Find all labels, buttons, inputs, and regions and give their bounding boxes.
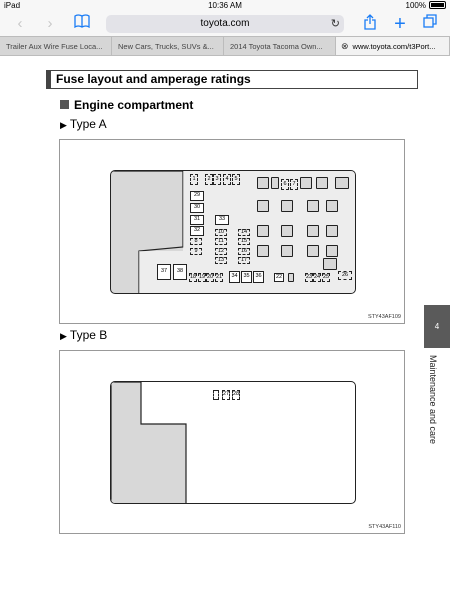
- fuse-18: 18: [189, 273, 197, 282]
- fuse-6: 6: [281, 179, 289, 190]
- fuse-4: 4: [223, 174, 231, 185]
- fuse-38: 38: [173, 264, 187, 280]
- tab-label: Trailer Aux Wire Fuse Loca...: [6, 42, 103, 51]
- type-b-heading: ▶ Type B: [60, 328, 108, 342]
- relay: [316, 177, 328, 189]
- relay: [257, 200, 269, 212]
- clock: 10:36 AM: [208, 1, 242, 10]
- tab-toyota-pdf[interactable]: [336, 37, 450, 55]
- fuse-9: 9: [190, 248, 202, 255]
- relay: [257, 177, 269, 189]
- relay: [307, 245, 319, 257]
- chapter-tab[interactable]: 4: [424, 305, 450, 348]
- relay: [326, 200, 338, 212]
- chapter-label: Maintenance and care: [428, 355, 438, 445]
- tab-label: 2014 Toyota Tacoma Own...: [230, 42, 323, 51]
- section-title: Fuse layout and amperage ratings: [56, 72, 251, 86]
- tabs-icon: [423, 14, 437, 28]
- tab-label: New Cars, Trucks, SUVs &...: [118, 42, 214, 51]
- relay: [271, 177, 279, 189]
- relay: [281, 245, 293, 257]
- browser-toolbar: [0, 12, 450, 36]
- diagram-code: STY43AF110: [368, 524, 401, 530]
- device-label: iPad: [4, 1, 21, 10]
- fuse-10: 10: [215, 229, 227, 236]
- fuse-31: 31: [190, 215, 204, 225]
- fuse-16: 16: [238, 248, 250, 255]
- fuse-35: 35: [241, 271, 252, 283]
- fuse-24: 24: [313, 273, 321, 282]
- relay: [335, 177, 349, 189]
- tab-new-cars[interactable]: [112, 37, 224, 55]
- relay: [323, 258, 337, 270]
- fuse-21: 21: [215, 273, 223, 282]
- back-button[interactable]: ‹: [17, 15, 23, 32]
- fuse-2: 2: [205, 174, 213, 185]
- fuse-34: 34: [229, 271, 240, 283]
- triangle-bullet-icon: ▶: [60, 120, 67, 130]
- fuse-11: 11: [215, 238, 227, 245]
- fuse-29: 29: [190, 191, 204, 201]
- square-bullet-icon: [60, 100, 69, 109]
- forward-button[interactable]: ›: [47, 15, 53, 32]
- type-a-diagram: [59, 139, 405, 324]
- reload-button[interactable]: ↻: [330, 18, 340, 30]
- fuse-26: 26: [338, 271, 352, 280]
- type-a-heading: ▶ Type A: [60, 117, 107, 131]
- section-bar: [46, 71, 51, 89]
- share-icon: [364, 14, 376, 30]
- fuse-20: 20: [206, 273, 214, 282]
- relay: [326, 225, 338, 237]
- share-button[interactable]: [360, 14, 380, 34]
- relay: [326, 245, 338, 257]
- fuse-25: 25: [322, 273, 330, 282]
- fuse-30: 30: [190, 203, 204, 213]
- section-header: [46, 70, 418, 89]
- fuse-37: 37: [157, 264, 171, 280]
- tab-label: www.toyota.com/t3Port...: [352, 42, 436, 51]
- fuse-23: 23: [305, 273, 313, 282]
- close-tab-icon[interactable]: ⊗: [341, 41, 349, 51]
- show-tabs-button[interactable]: [420, 14, 440, 34]
- book-icon: [74, 14, 90, 28]
- fuse-5: 5: [232, 174, 240, 185]
- relay: [281, 200, 293, 212]
- relay: [257, 245, 269, 257]
- diagram-code: STY43AF109: [367, 314, 401, 320]
- fuse-7: 7: [290, 179, 298, 190]
- relay: [300, 177, 312, 189]
- relay: [213, 390, 219, 400]
- relay: [307, 225, 319, 237]
- relay: [288, 273, 294, 282]
- fuse-13: 13: [215, 257, 227, 264]
- address-bar[interactable]: [106, 15, 344, 33]
- battery-percent: 100%: [405, 1, 426, 10]
- status-bar: [0, 0, 450, 12]
- battery-icon: [429, 1, 446, 9]
- tab-strip: [0, 36, 450, 56]
- fuse-27: 27: [222, 390, 230, 400]
- housing-outline: [111, 382, 356, 504]
- triangle-bullet-icon: ▶: [60, 331, 67, 341]
- fuse-28: 28: [232, 390, 240, 400]
- relay: [257, 225, 269, 237]
- fuse-33: 33: [215, 215, 229, 225]
- fuse-19: 19: [198, 273, 206, 282]
- fuse-17: 17: [238, 257, 250, 264]
- fuse-8: 8: [190, 238, 202, 245]
- new-tab-button[interactable]: +: [394, 13, 406, 35]
- fuse-22: 22: [274, 273, 284, 282]
- url-text: toyota.com: [200, 18, 250, 29]
- tab-tacoma-owners[interactable]: [224, 37, 336, 55]
- fuse-32: 32: [190, 226, 204, 236]
- relay: [307, 200, 319, 212]
- bookmarks-button[interactable]: [72, 14, 92, 34]
- type-b-diagram: [59, 350, 405, 534]
- fuse-14: 14: [238, 229, 250, 236]
- fuse-3: 3: [213, 174, 221, 185]
- fuse-12: 12: [215, 248, 227, 255]
- fuse-36: 36: [253, 271, 264, 283]
- tab-trailer-aux[interactable]: [0, 37, 112, 55]
- relay: [281, 225, 293, 237]
- fuse-15: 15: [238, 238, 250, 245]
- fuse-1: 1: [190, 174, 198, 185]
- subsection-title: Engine compartment: [60, 98, 193, 112]
